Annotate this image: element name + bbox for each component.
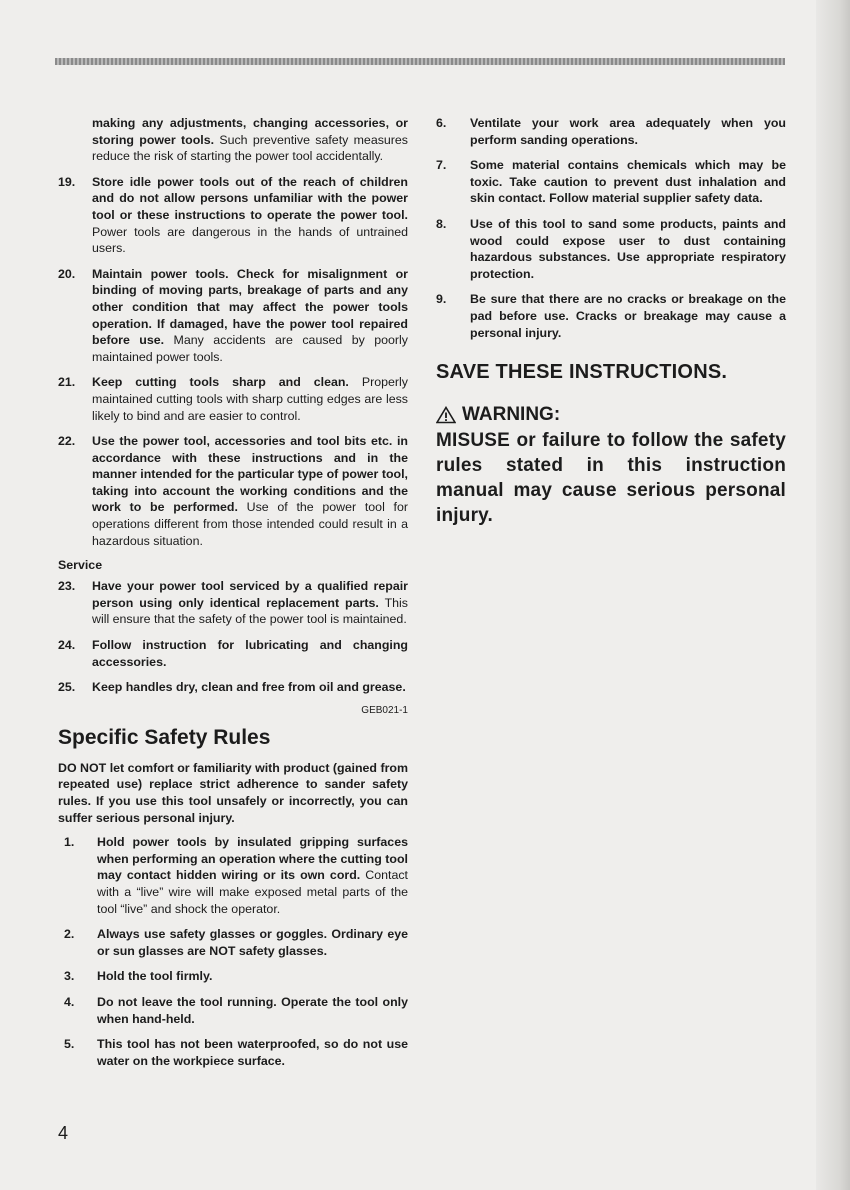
- rule-item: [64, 834, 408, 917]
- specific-rules-list-continued: [436, 115, 786, 341]
- rule-bold-text: Hold power tools by insulated gripping surfaces when performing an operation where the cutting tool may contact hidden wiring or its own cord.: [97, 835, 408, 883]
- rule-number: 25.: [58, 680, 76, 695]
- rule-item: [436, 291, 786, 341]
- rule-number: 19.: [58, 174, 76, 189]
- rule-bold-text: Keep cutting tools sharp and clean.: [92, 375, 349, 390]
- save-instructions-heading: SAVE THESE INSTRUCTIONS.: [436, 361, 728, 384]
- rule-bold-text: This tool has not been waterproofed, so do not use water on the workpiece surface.: [97, 1037, 408, 1068]
- rule-number: 4.: [64, 994, 75, 1009]
- right-column: [436, 115, 786, 528]
- rule-item: [436, 157, 786, 207]
- rule-item: [64, 994, 408, 1027]
- rule-bold-text: Store idle power tools out of the reach of children and do not allow persons unfamiliar with the power tool or these instructions to operate the power tool.: [92, 174, 408, 222]
- rule-number: 22.: [58, 434, 76, 449]
- rule-number: 7.: [436, 158, 447, 173]
- rule-regular-text: Contact with a “live” wire will make exposed metal parts of the tool “live” and shock the operator.: [97, 868, 408, 916]
- specific-safety-intro: DO NOT let comfort or familiarity with product (gained from repeated use) replace strict adherence to sander safety rules. If you use this tool unsafely or incorrectly, you can suffer serious personal injury.: [58, 760, 408, 825]
- rule-item: [64, 968, 408, 985]
- general-rules-list-a: [58, 174, 408, 549]
- rule-bold-text: Always use safety glasses or goggles. Ordinary eye or sun glasses are NOT safety glasses.: [97, 927, 408, 958]
- warning-text: MISUSE or failure to follow the safety rules stated in this instruction manual may cause serious personal injury.: [436, 430, 786, 527]
- rule-item: [58, 679, 408, 696]
- rule-regular-text: This will ensure that the safety of the power tool is maintained.: [92, 595, 408, 627]
- rule-number: 20.: [58, 266, 76, 281]
- rule-bold-text: Hold the tool firmly.: [97, 969, 213, 984]
- rule-number: 24.: [58, 638, 76, 653]
- rule-item: [58, 266, 408, 366]
- rule-item: [58, 174, 408, 257]
- rule-number: 2.: [64, 927, 75, 942]
- rule-item: [64, 1036, 408, 1069]
- rule-bold-text: Ventilate your work area adequately when you perform sanding operations.: [470, 116, 786, 147]
- page-number: 4: [58, 1123, 69, 1143]
- rule-number: 3.: [64, 969, 75, 984]
- rule-item: [58, 374, 408, 424]
- page-edge-shadow: [816, 0, 850, 1190]
- rule-number: 6.: [436, 116, 447, 130]
- rule-bold-text: Be sure that there are no cracks or breakage on the pad before use. Cracks or breakage may cause a personal injury.: [470, 292, 786, 340]
- left-column: [58, 115, 408, 1078]
- rule-item: [436, 115, 786, 148]
- rule-bold-text: Keep handles dry, clean and free from oil and grease.: [92, 680, 406, 695]
- rule-item: [58, 578, 408, 628]
- document-code: GEB021-1: [361, 704, 408, 716]
- rule-regular-text: Power tools are dangerous in the hands of untrained users.: [92, 224, 408, 256]
- warning-title: [436, 404, 786, 426]
- rule-number: 8.: [436, 216, 447, 231]
- rule-bold-text: Some material contains chemicals which may be toxic. Take caution to prevent dust inhalation and skin contact. Follow material supplier safety data.: [470, 158, 786, 206]
- rule-regular-text: Use of the power tool for operations different from those intended could result in a hazardous situation.: [92, 500, 408, 548]
- rule-18-continued: making any adjustments, changing accessories, or storing power tools. Such preventive safety measures reduce the risk of starting the power tool accidentally.: [92, 116, 409, 164]
- service-label: Service: [58, 558, 103, 573]
- rule-regular-text: Many accidents are caused by poorly maintained power tools.: [92, 333, 408, 364]
- rule-number: 5.: [64, 1037, 75, 1052]
- rule-item: [436, 216, 786, 282]
- header-band: [55, 58, 785, 65]
- rule-number: 9.: [436, 292, 447, 307]
- rule-bold-text: Have your power tool serviced by a qualified repair person using only identical replacement parts.: [92, 579, 408, 610]
- general-rules-list-b: [58, 578, 408, 696]
- specific-rules-list: [58, 834, 408, 1069]
- warning-title-text: WARNING:: [462, 404, 561, 426]
- rule-bold-text: Follow instruction for lubricating and changing accessories.: [92, 638, 408, 669]
- rule-bold-text: Do not leave the tool running. Operate the tool only when hand-held.: [97, 994, 408, 1026]
- warning-triangle-icon: [436, 406, 456, 424]
- rule-regular-text: Properly maintained cutting tools with sharp cutting edges are less likely to bind and are easier to control.: [92, 375, 408, 423]
- rule-item: [58, 637, 408, 670]
- rule-number: 23.: [58, 579, 76, 594]
- rule-number: 1.: [64, 835, 75, 850]
- rule-item: [58, 433, 408, 549]
- rule-number: 21.: [58, 375, 76, 390]
- specific-safety-heading: Specific Safety Rules: [58, 725, 271, 749]
- rule-item: [64, 926, 408, 959]
- rule-bold-text: Maintain power tools. Check for misalignment or binding of moving parts, breakage of parts and any other condition that may affect the power tools operation. If damaged, have the power tool repaired before use.: [92, 266, 408, 348]
- rule-bold-text: Use the power tool, accessories and tool bits etc. in accordance with these instructions and in the manner intended for the particular type of power tool, taking into account the working conditions and the work to be performed.: [92, 434, 408, 515]
- rule-bold-text: Use of this tool to sand some products, paints and wood could expose user to dust containing hazardous substances. Use appropriate respiratory protection.: [470, 216, 786, 281]
